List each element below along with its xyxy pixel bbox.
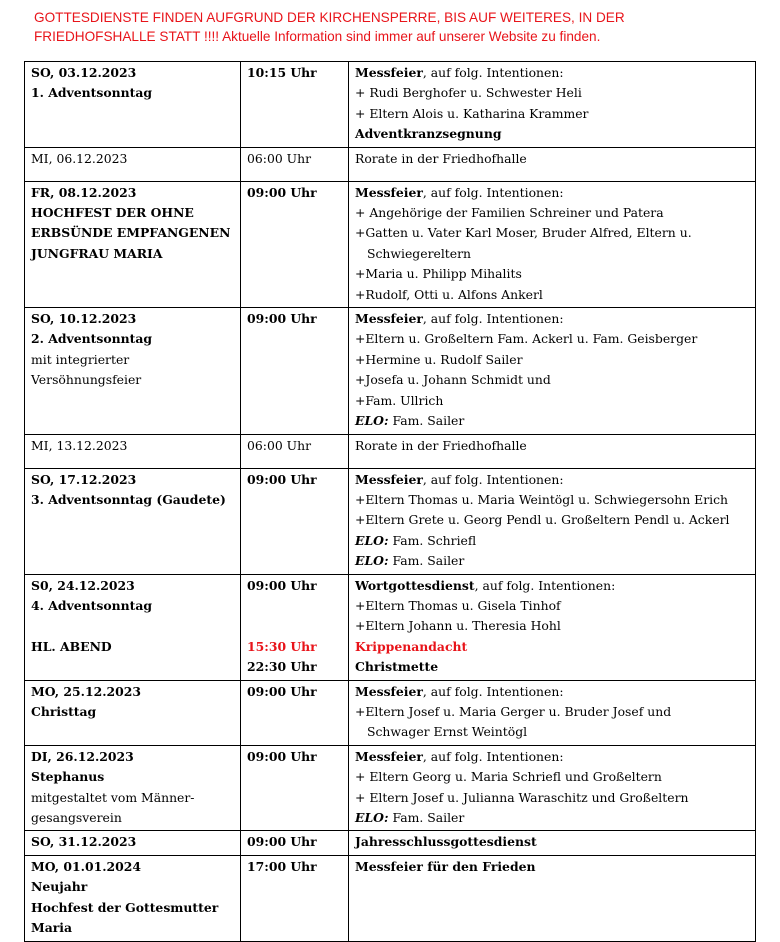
- time-text: 10:15 Uhr: [247, 65, 317, 80]
- occasion-note: mit integrierter: [31, 351, 130, 367]
- description-cell: [349, 855, 756, 941]
- description-cell: [349, 574, 756, 680]
- description-cell: [349, 62, 756, 148]
- occasion-note: mitgestaltet vom Männer-: [31, 789, 195, 805]
- table-row: [25, 62, 756, 148]
- service-type: Messfeier: [355, 65, 423, 80]
- time-text: 09:00 Uhr: [247, 471, 317, 487]
- description-cell: [349, 745, 756, 831]
- intention-line: +Eltern Thomas u. Maria Weintögl u. Schwiegersohn Erich: [355, 491, 729, 507]
- intention-line: +Eltern u. Großeltern Fam. Ackerl u. Fam. Geisberger: [355, 331, 698, 347]
- elo-family: Fam. Sailer: [388, 810, 465, 825]
- service-type: Messfeier: [355, 683, 423, 699]
- intention-line: + Rudi Berghofer u. Schwester Heli: [355, 85, 582, 101]
- description-cell: [349, 434, 756, 468]
- elo-label: ELO:: [355, 532, 389, 548]
- time-cell: [241, 308, 349, 434]
- time-cell: [241, 745, 349, 831]
- service-type: Rorate in der Friedhofhalle: [355, 437, 527, 453]
- time-text: 09:00 Uhr: [247, 834, 317, 850]
- date-text: SO, 03.12.2023: [31, 65, 137, 80]
- service-type: Jahresschlussgottesdienst: [355, 834, 537, 850]
- time-text: 17:00 Uhr: [247, 858, 317, 874]
- date-cell: [25, 855, 241, 941]
- occasion-text: HOCHFEST DER OHNE: [31, 205, 194, 221]
- description-cell: [349, 468, 756, 574]
- intention-line: +Eltern Josef u. Maria Gerger u. Bruder Josef und: [355, 703, 672, 719]
- time-cell: [241, 62, 349, 148]
- intention-intro: , auf folg. Intentionen:: [422, 471, 564, 487]
- date-cell: [25, 308, 241, 434]
- date-cell: [25, 745, 241, 831]
- time-text: 09:00 Uhr: [247, 748, 317, 764]
- intention-line: +Eltern Johann u. Theresia Hohl: [355, 618, 561, 634]
- intention-line: + Eltern Alois u. Katharina Krammer: [355, 105, 589, 121]
- intention-intro: , auf folg. Intentionen:: [422, 184, 564, 200]
- occasion-note: gesangsverein: [31, 810, 122, 825]
- intention-line: + Eltern Georg u. Maria Schriefl und Großeltern: [355, 769, 662, 785]
- time-text: 09:00 Uhr: [247, 311, 317, 327]
- occasion-text: 1. Adventsonntag: [31, 85, 153, 101]
- time-text: 09:00 Uhr: [247, 683, 317, 699]
- intention-intro: , auf folg. Intentionen:: [422, 683, 564, 699]
- time-text: 09:00 Uhr: [247, 184, 317, 200]
- date-cell: [25, 574, 241, 680]
- time-cell: [241, 434, 349, 468]
- elo-label: ELO:: [355, 810, 389, 825]
- table-row: [25, 680, 756, 745]
- occasion-text: Stephanus: [31, 769, 105, 785]
- service-schedule-table: [24, 61, 756, 942]
- description-cell: [349, 308, 756, 434]
- date-text: FR, 08.12.2023: [31, 184, 137, 200]
- intention-line: +Eltern Thomas u. Gisela Tinhof: [355, 597, 561, 613]
- time-cell: [241, 468, 349, 574]
- blessing-text: Adventkranzsegnung: [355, 126, 502, 142]
- time-text: 06:00 Uhr: [247, 437, 311, 453]
- date-text: MI, 06.12.2023: [31, 150, 128, 166]
- intention-line: + Angehörige der Familien Schreiner und Patera: [355, 205, 664, 221]
- intention-line: Schwiegereltern: [367, 245, 472, 261]
- description-cell: [349, 181, 756, 307]
- date-text: SO, 17.12.2023: [31, 471, 137, 487]
- date-text: S0, 24.12.2023: [31, 577, 135, 593]
- date-cell: [25, 434, 241, 468]
- time-cell: [241, 831, 349, 855]
- time-cell: [241, 181, 349, 307]
- service-type: Krippenandacht: [355, 638, 468, 654]
- time-text: 09:00 Uhr: [247, 577, 317, 593]
- date-text: MI, 13.12.2023: [31, 437, 128, 453]
- date-cell: [25, 181, 241, 307]
- table-row: [25, 308, 756, 434]
- intention-line: +Hermine u. Rudolf Sailer: [355, 351, 523, 367]
- occasion-text: Hochfest der Gottesmutter: [31, 899, 219, 915]
- intention-intro: , auf folg. Intentionen:: [422, 311, 564, 327]
- occasion-text: Christtag: [31, 703, 97, 719]
- time-text: 06:00 Uhr: [247, 150, 311, 166]
- date-text: MO, 01.01.2024: [31, 858, 142, 874]
- date-text: MO, 25.12.2023: [31, 683, 142, 699]
- time-cell: [241, 855, 349, 941]
- notice-line-2: FRIEDHOFSHALLE STATT !!!! Aktuelle Information sind immer auf unserer Website zu finden.: [34, 29, 601, 44]
- table-row: [25, 745, 756, 831]
- description-cell: [349, 831, 756, 855]
- service-type: Messfeier für den Frieden: [355, 858, 536, 874]
- service-type: Wortgottesdienst: [355, 577, 475, 593]
- table-row: [25, 831, 756, 855]
- service-type: Messfeier: [355, 184, 423, 200]
- intention-line: +Eltern Grete u. Georg Pendl u. Großeltern Pendl u. Ackerl: [355, 512, 730, 528]
- intention-line: +Maria u. Philipp Mihalits: [355, 266, 522, 282]
- table-row: [25, 574, 756, 680]
- intention-line: +Josefa u. Johann Schmidt und: [355, 372, 551, 388]
- table-row: [25, 434, 756, 468]
- date-cell: [25, 468, 241, 574]
- intention-intro: , auf folg. Intentionen:: [422, 65, 564, 80]
- date-cell: [25, 831, 241, 855]
- service-type: Messfeier: [355, 311, 423, 327]
- elo-family: Fam. Sailer: [388, 413, 465, 429]
- elo-family: Fam. Sailer: [388, 553, 465, 569]
- table-row: [25, 181, 756, 307]
- description-cell: [349, 147, 756, 181]
- elo-family: Fam. Schriefl: [388, 532, 477, 548]
- occasion-text: JUNGFRAU MARIA: [31, 245, 163, 261]
- occasion-text: Maria: [31, 920, 73, 936]
- occasion-text: 3. Adventsonntag (Gaudete): [31, 491, 226, 507]
- time-cell: [241, 147, 349, 181]
- occasion-note: Versöhnungsfeier: [31, 372, 142, 388]
- occasion-text: 2. Adventsonntag: [31, 331, 153, 347]
- date-text: SO, 31.12.2023: [31, 834, 137, 850]
- intention-line: Schwager Ernst Weintögl: [367, 724, 528, 740]
- occasion-text: Neujahr: [31, 879, 88, 895]
- intention-intro: , auf folg. Intentionen:: [422, 748, 564, 764]
- occasion-text: 4. Adventsonntag: [31, 597, 153, 613]
- occasion-text: HL. ABEND: [31, 638, 112, 654]
- closure-notice: [34, 8, 754, 46]
- table-row: [25, 855, 756, 941]
- notice-line-1: GOTTESDIENSTE FINDEN AUFGRUND DER KIRCHENSPERRE, BIS AUF WEITERES, IN DER: [34, 10, 625, 25]
- intention-line: +Rudolf, Otti u. Alfons Ankerl: [355, 286, 543, 302]
- description-cell: [349, 680, 756, 745]
- table-row: [25, 468, 756, 574]
- intention-intro: , auf folg. Intentionen:: [474, 577, 616, 593]
- service-type: Rorate in der Friedhofhalle: [355, 150, 527, 166]
- time-text: 15:30 Uhr: [247, 638, 317, 654]
- service-type: Messfeier: [355, 471, 423, 487]
- intention-line: + Eltern Josef u. Julianna Waraschitz und Großeltern: [355, 789, 689, 805]
- date-text: SO, 10.12.2023: [31, 311, 137, 327]
- date-cell: [25, 62, 241, 148]
- elo-label: ELO:: [355, 413, 389, 429]
- occasion-text: ERBSÜNDE EMPFANGENEN: [31, 225, 231, 241]
- date-cell: [25, 680, 241, 745]
- date-text: DI, 26.12.2023: [31, 748, 134, 764]
- time-text: 22:30 Uhr: [247, 659, 317, 675]
- intention-line: +Fam. Ullrich: [355, 392, 444, 408]
- elo-label: ELO:: [355, 553, 389, 569]
- table-row: [25, 147, 756, 181]
- time-cell: [241, 574, 349, 680]
- service-type: Christmette: [355, 659, 439, 675]
- date-cell: [25, 147, 241, 181]
- service-type: Messfeier: [355, 748, 423, 764]
- intention-line: +Gatten u. Vater Karl Moser, Bruder Alfred, Eltern u.: [355, 225, 692, 241]
- time-cell: [241, 680, 349, 745]
